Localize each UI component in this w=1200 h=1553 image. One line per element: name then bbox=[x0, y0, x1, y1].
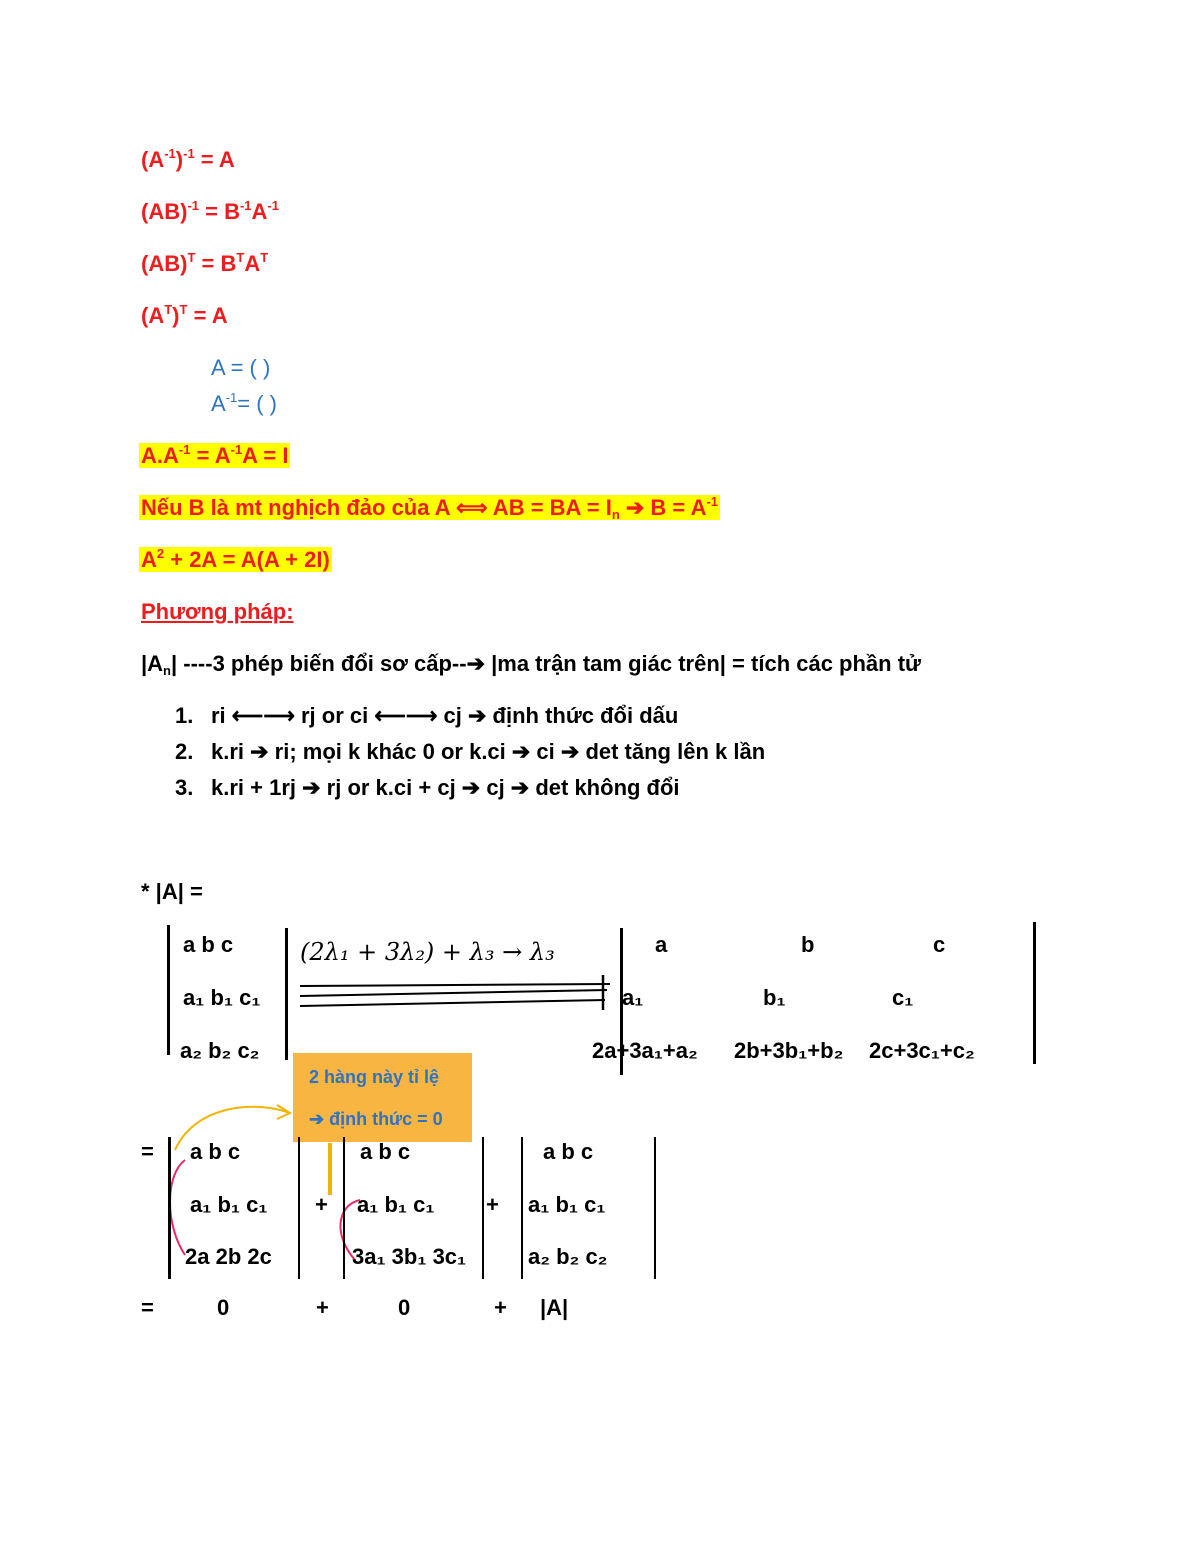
m1-left-bar bbox=[167, 925, 170, 1055]
method-summary: $|A_n|$ ----3 phép biến đổi sơ cấp--➔ |ma trận tam giác trên| = tích các phần tử bbox=[141, 651, 921, 678]
blue-matrix-a-inverse: $A^{-1}=$ ( ) bbox=[211, 390, 277, 416]
m2-r1c3: c bbox=[933, 932, 946, 957]
identity-transpose-transpose: $(A^T)^T = A$ bbox=[141, 302, 228, 328]
blue-matrix-a: A = ( ) bbox=[211, 355, 271, 380]
result-plus-2: + bbox=[494, 1295, 507, 1320]
note-line-2: ➔ định thức = 0 bbox=[309, 1109, 443, 1129]
m2-r2c3: c₁ bbox=[892, 985, 914, 1010]
s1-right-bar bbox=[298, 1137, 300, 1279]
s1-row1: a b c bbox=[190, 1139, 241, 1164]
s3-left-bar bbox=[521, 1137, 523, 1279]
equals-sign-2: = bbox=[141, 1295, 154, 1320]
s2-right-bar bbox=[482, 1137, 484, 1279]
highlight-identity: $A.A^{-1} = A^{-1}A = I$ bbox=[141, 442, 289, 468]
method-item-num-2: 2. bbox=[175, 739, 194, 764]
method-item-num-3: 3. bbox=[175, 775, 194, 800]
s2-row2: a₁ b₁ c₁ bbox=[357, 1192, 435, 1217]
m2-r3c2: 2b+3b₁+b₂ bbox=[734, 1038, 844, 1063]
method-item-3: k.ri + 1rj ➔ rj or k.ci + cj ➔ cj ➔ det không đổi bbox=[211, 775, 680, 800]
method-item-num-1: 1. bbox=[175, 703, 194, 728]
m1-row1: a b c bbox=[183, 932, 234, 957]
identity-product-inverse: $(AB)^{-1} = B^{-1}A^{-1}$ bbox=[141, 198, 279, 224]
identity-product-transpose: $(AB)^T = B^TA^T$ bbox=[141, 250, 269, 276]
method-item-1: ri ⟵⟶ rj or ci ⟵⟶ cj ➔ định thức đổi dấu bbox=[211, 703, 679, 728]
s1-row3: 2a 2b 2c bbox=[185, 1244, 272, 1269]
m2-right-bar bbox=[1033, 922, 1036, 1064]
highlight-factorization: $A^2 + 2A = A(A + 2I)$ bbox=[141, 546, 330, 572]
result-term-2: 0 bbox=[398, 1295, 411, 1320]
m2-r2c1: a₁ bbox=[622, 985, 644, 1010]
m2-r1c2: b bbox=[801, 932, 815, 957]
handwritten-underline bbox=[295, 970, 615, 1015]
s2-row3: 3a₁ 3b₁ 3c₁ bbox=[352, 1244, 467, 1269]
equals-sign-1: = bbox=[141, 1139, 154, 1164]
m2-r3c1: 2a+3a₁+a₂ bbox=[592, 1038, 698, 1063]
m1-row3: a₂ b₂ c₂ bbox=[180, 1038, 260, 1063]
m2-r2c2: b₁ bbox=[763, 985, 786, 1010]
m1-row2: a₁ b₁ c₁ bbox=[183, 985, 261, 1010]
result-term-1: 0 bbox=[217, 1295, 230, 1320]
plus-sign-2: + bbox=[486, 1192, 499, 1217]
m1-right-bar bbox=[285, 928, 288, 1060]
s3-row3: a₂ b₂ c₂ bbox=[528, 1244, 608, 1269]
method-item-2: k.ri ➔ ri; mọi k khác 0 or k.ci ➔ ci ➔ det tăng lên k lần bbox=[211, 739, 766, 764]
identity-inverse-inverse: $(A^{-1})^{-1} = A$ bbox=[141, 146, 235, 172]
s3-right-bar bbox=[654, 1137, 656, 1279]
s3-row2: a₁ b₁ c₁ bbox=[528, 1192, 606, 1217]
s2-row1: a b c bbox=[360, 1139, 411, 1164]
plus-sign-1: + bbox=[315, 1192, 328, 1217]
s2-left-bar bbox=[343, 1137, 345, 1279]
method-title: Phương pháp: bbox=[141, 599, 294, 624]
m2-r3c3: 2c+3c₁+c₂ bbox=[869, 1038, 975, 1063]
m2-r1c1: a bbox=[655, 932, 668, 957]
handwritten-row-operation: (2λ₁ + 3λ₂) + λ₃ → λ₃ bbox=[300, 938, 555, 966]
note-line-1: 2 hàng này tỉ lệ bbox=[309, 1067, 440, 1087]
result-term-3: |A| bbox=[540, 1295, 569, 1320]
s3-row1: a b c bbox=[543, 1139, 594, 1164]
highlight-inverse-definition: Nếu B là mt nghịch đảo của A ⟺ AB = BA = $I_n$ ➔ $B = A^{-1}$ bbox=[141, 494, 719, 522]
result-plus-1: + bbox=[316, 1295, 329, 1320]
s1-left-bar bbox=[168, 1137, 171, 1279]
det-label: * |A| = bbox=[141, 879, 203, 904]
s1-row2: a₁ b₁ c₁ bbox=[190, 1192, 268, 1217]
